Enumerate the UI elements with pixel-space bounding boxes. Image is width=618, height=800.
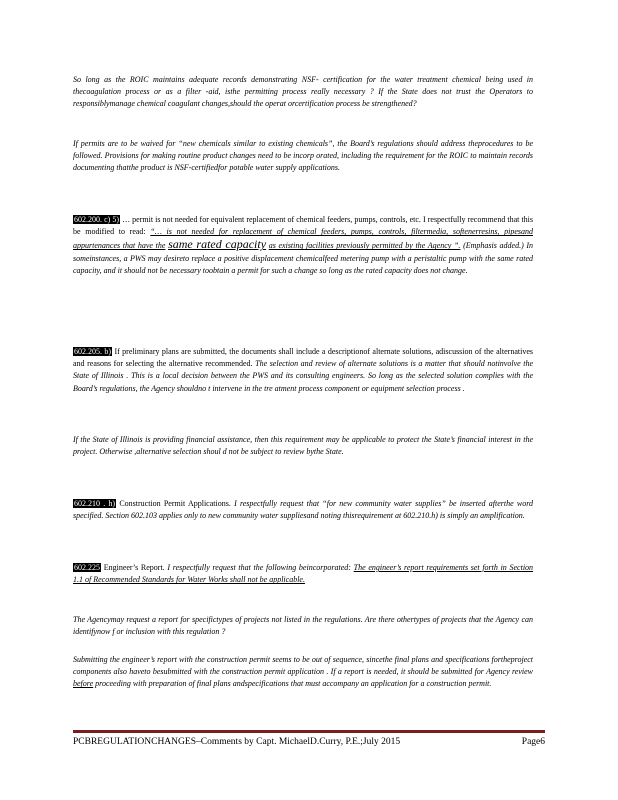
section-602-200: [73, 214, 533, 277]
emphasis-text: before: [73, 679, 94, 689]
paragraph-text: I respectfully request that “for new community water supplies” be inserted afterthe word specified. Section 602.103 applies only to new community water suppliesand noting thisrequirement at 602.210.h) is simply an amplification.: [73, 499, 534, 521]
recommendation-text: I respectfully recommend that this be modified to read:: [73, 215, 534, 237]
paragraph-text: The Agencymay request a report for specifictypes of projects not listed in the regulations. Are there othertypes of projects that the Agency can identifynow f or inclusion with this regulation ?: [73, 615, 533, 637]
paragraph-text: If the State of Illinois is providing financial assistance, then this requirement may be applicable to protect the State’s financial interest in the project. Otherwise ,alternative selection shoul d not be subject to review bythe State.: [73, 435, 533, 457]
proposed-wording: “… is not needed for replacement of chemical feeders, pumps, controls, filtermedia, softenerresins, pipesand appurtenances that have the: [73, 227, 533, 251]
paragraph-permit-waiver: [73, 138, 533, 175]
section-number-tag: 602.225: [74, 563, 100, 572]
quoted-rule-text: If preliminary plans are submitted, the documents shall include a descriptionof alternate solutions, adiscussion of the alternatives and reasons for selecting the alternative recommended.: [73, 347, 533, 369]
footer-divider: [73, 730, 545, 733]
paragraph-text: The selection and review of alternate solutions is a matter that should notinvolve the State of Illinois . This is a local decision between the PWS and its consulting engineers. So long as the selected solution complies with the Board’s regulations, the Agency shouldno t intervene in the tre atment process component or equipment selection process .: [73, 359, 534, 393]
section-heading: Engineer’s Report.: [103, 563, 165, 572]
paragraph-text: So long as the ROIC maintains adequate records demonstrating NSF- certification for the water treatment chemical being used in thecoagulation process or as a filter -aid, isthe permitting process really necessary ? If the State does not trust the Operators to responsiblymanage chemical coagulant changes,should the operat orcertification process be strengthened?: [73, 75, 533, 109]
proposed-wording: The engineer’s report requirements set forth in Section 1.1 of Recommended Standards for Water Works shall not be applicable.: [73, 563, 534, 585]
paragraph-report-types: [73, 614, 533, 638]
section-number-tag: 602.210 . h): [74, 499, 116, 508]
section-number-tag: 602.200. c) 5): [74, 215, 120, 224]
section-602-225: [73, 562, 533, 586]
paragraph-text: If permits are to be waived for “new chemicals similar to existing chemicals”, the Board’s regulations should address theprocedures to be followed. Provisions for making routine product changes need to be incorp orated, including the requirement for the ROIC to maintain records documenting thatthe product is NSF-certifiedfor potable water supply applications.: [73, 139, 533, 173]
quoted-rule-text: … permit is not needed for equivalent replacement of chemical feeders, pumps, controls, etc.: [122, 215, 421, 224]
proposed-wording-end: as existing facilities previously permitted by the Agency ”.: [268, 241, 461, 251]
section-602-210: [73, 498, 533, 522]
section-number-tag: 602.205. b): [74, 347, 112, 356]
footer-title: PCBREGULATIONCHANGES–Comments by Capt. MichaelD.Curry, P.E.;July 2015: [73, 737, 401, 747]
page-number: Page6: [521, 737, 545, 747]
paragraph-roic-records: [73, 74, 533, 111]
emphasis-text: same rated capacity: [168, 237, 267, 252]
section-602-205: [73, 346, 533, 395]
paragraph-text: Submitting the engineer’s report with the construction permit seems to be out of sequence, sincethe final plans and specifications fortheproject components also haveto besubmitted with the construction permit application . If a report is needed, it should be submitted for Agency review: [73, 655, 533, 677]
paragraph-report-sequence: [73, 654, 533, 691]
section-heading: Construction Permit Applications.: [119, 499, 231, 508]
paragraph-text: (Emphasis added.) In someinstances, a PWS may desireto replace a positive displacement chemicalfeed metering pump with a peristaltic pump with the same rated capacity, and it should not be necessary toobtain a permit for such a change so long as the rated capacity does not change.: [73, 241, 534, 275]
recommendation-text: I respectfully request that the following beincorporated:: [167, 563, 351, 572]
paragraph-text-end: proceeding with preparation of final plans andspecifications that must accompany an application for a construction permit.: [95, 679, 492, 689]
paragraph-financial-assistance: [73, 434, 533, 458]
